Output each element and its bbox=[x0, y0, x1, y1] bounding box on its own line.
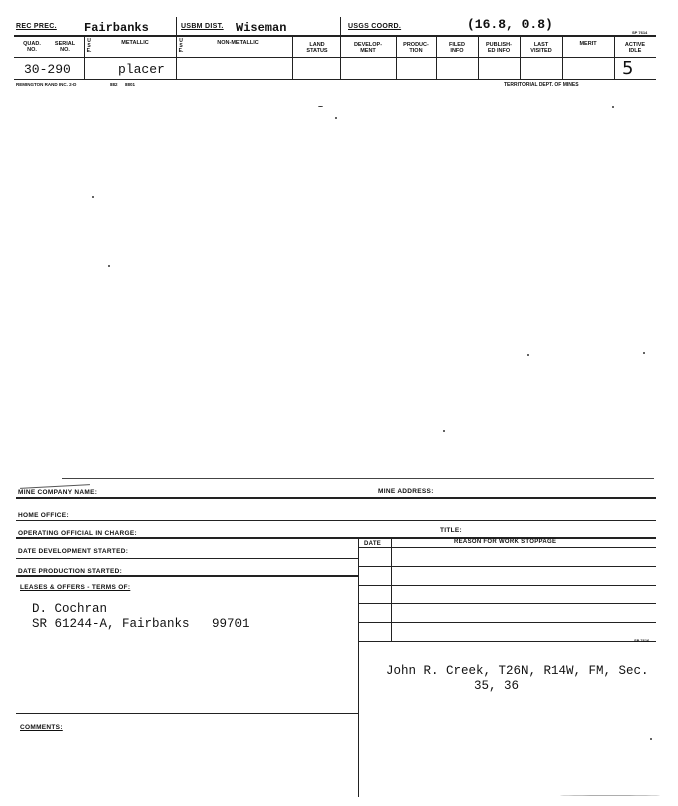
rec-prec-value: Fairbanks bbox=[84, 21, 149, 35]
header-rule-3 bbox=[14, 79, 656, 80]
rec-prec-label: REC PREC. bbox=[16, 23, 57, 30]
rule-date-prod bbox=[16, 575, 358, 577]
usgs-coord-label: USGS COORD. bbox=[348, 23, 402, 30]
rule-comments bbox=[16, 713, 358, 714]
active-idle-value: 5 bbox=[622, 58, 634, 79]
comments-label: COMMENTS: bbox=[20, 724, 63, 731]
date-development-label: DATE DEVELOPMENT STARTED: bbox=[18, 548, 129, 555]
col-divider bbox=[292, 37, 293, 79]
home-office-label: HOME OFFICE: bbox=[18, 512, 69, 519]
col-metallic: METALLIC bbox=[121, 40, 149, 46]
header-rule-2 bbox=[14, 57, 656, 58]
col-divider bbox=[84, 37, 85, 79]
col-non-metallic: NON-METALLIC bbox=[217, 40, 259, 46]
col-production: PRODUC- TION bbox=[403, 42, 429, 54]
card-top-edge bbox=[62, 478, 654, 479]
mine-company-label: MINE COMPANY NAME: bbox=[18, 489, 98, 496]
rule-official bbox=[16, 537, 656, 539]
lease-line-2: SR 61244-A, Fairbanks 99701 bbox=[32, 617, 250, 631]
col-published-info: PUBLISH- ED INFO bbox=[486, 42, 512, 54]
rule-stoppage-5 bbox=[358, 641, 656, 642]
footer-right: TERRITORIAL DEPT. OF MINES bbox=[504, 82, 579, 88]
rule-company bbox=[16, 497, 656, 499]
footer-codes: 882 8801 bbox=[110, 82, 136, 87]
location-line-2: 35, 36 bbox=[474, 679, 520, 693]
form-number-top: SP 7614 bbox=[632, 30, 648, 35]
col-filed-info: FILED INFO bbox=[449, 42, 465, 54]
usgs-coord-value: (16.8, 0.8) bbox=[467, 17, 553, 32]
operating-official-label: OPERATING OFFICIAL IN CHARGE: bbox=[18, 530, 137, 537]
col-active-idle: ACTIVE IDLE bbox=[624, 42, 646, 54]
header-rule-1 bbox=[14, 35, 656, 37]
usbm-dist-value: Wiseman bbox=[236, 21, 287, 35]
form-number-bottom: SP 7616 bbox=[634, 638, 650, 643]
col-development: DEVELOP- MENT bbox=[353, 42, 383, 54]
right-panel-divider bbox=[358, 537, 359, 797]
metallic-value: placer bbox=[118, 62, 165, 77]
usbm-dist-label: USBM DIST. bbox=[181, 23, 224, 30]
date-production-label: DATE PRODUCTION STARTED: bbox=[18, 568, 123, 575]
rule-home-office bbox=[16, 520, 656, 521]
col-use-a: U S E. bbox=[86, 38, 92, 54]
col-serial-no: SERIAL NO. bbox=[54, 41, 76, 53]
col-land-status: LAND STATUS bbox=[306, 42, 328, 54]
footer-left: REMINGTON RAND INC. 2-D bbox=[16, 82, 77, 87]
title-label: TITLE: bbox=[440, 527, 463, 534]
rule-stoppage-2 bbox=[358, 585, 656, 586]
col-divider bbox=[176, 17, 177, 79]
rule-date-dev bbox=[16, 558, 358, 559]
rule-stoppage-1 bbox=[358, 566, 656, 567]
col-use-b: U S E. bbox=[178, 38, 184, 54]
location-line-1: John R. Creek, T26N, R14W, FM, Sec. bbox=[386, 664, 649, 678]
mine-address-label: MINE ADDRESS: bbox=[378, 488, 434, 495]
rule-stoppage-header bbox=[358, 547, 656, 548]
quad-serial-value: 30-290 bbox=[24, 62, 71, 77]
date-col-divider bbox=[391, 537, 392, 641]
lease-line-1: D. Cochran bbox=[32, 602, 108, 616]
rule-stoppage-4 bbox=[358, 622, 656, 623]
rule-stoppage-3 bbox=[358, 603, 656, 604]
col-last-visited: LAST VISITED bbox=[530, 42, 552, 54]
date-col-header: DATE bbox=[364, 541, 382, 547]
col-quad-no: QUAD. NO. bbox=[23, 41, 41, 53]
col-merit: MERIT bbox=[579, 41, 597, 47]
leases-label: LEASES & OFFERS - TERMS OF: bbox=[20, 584, 131, 591]
reason-col-header: REASON FOR WORK STOPPAGE bbox=[454, 539, 557, 545]
